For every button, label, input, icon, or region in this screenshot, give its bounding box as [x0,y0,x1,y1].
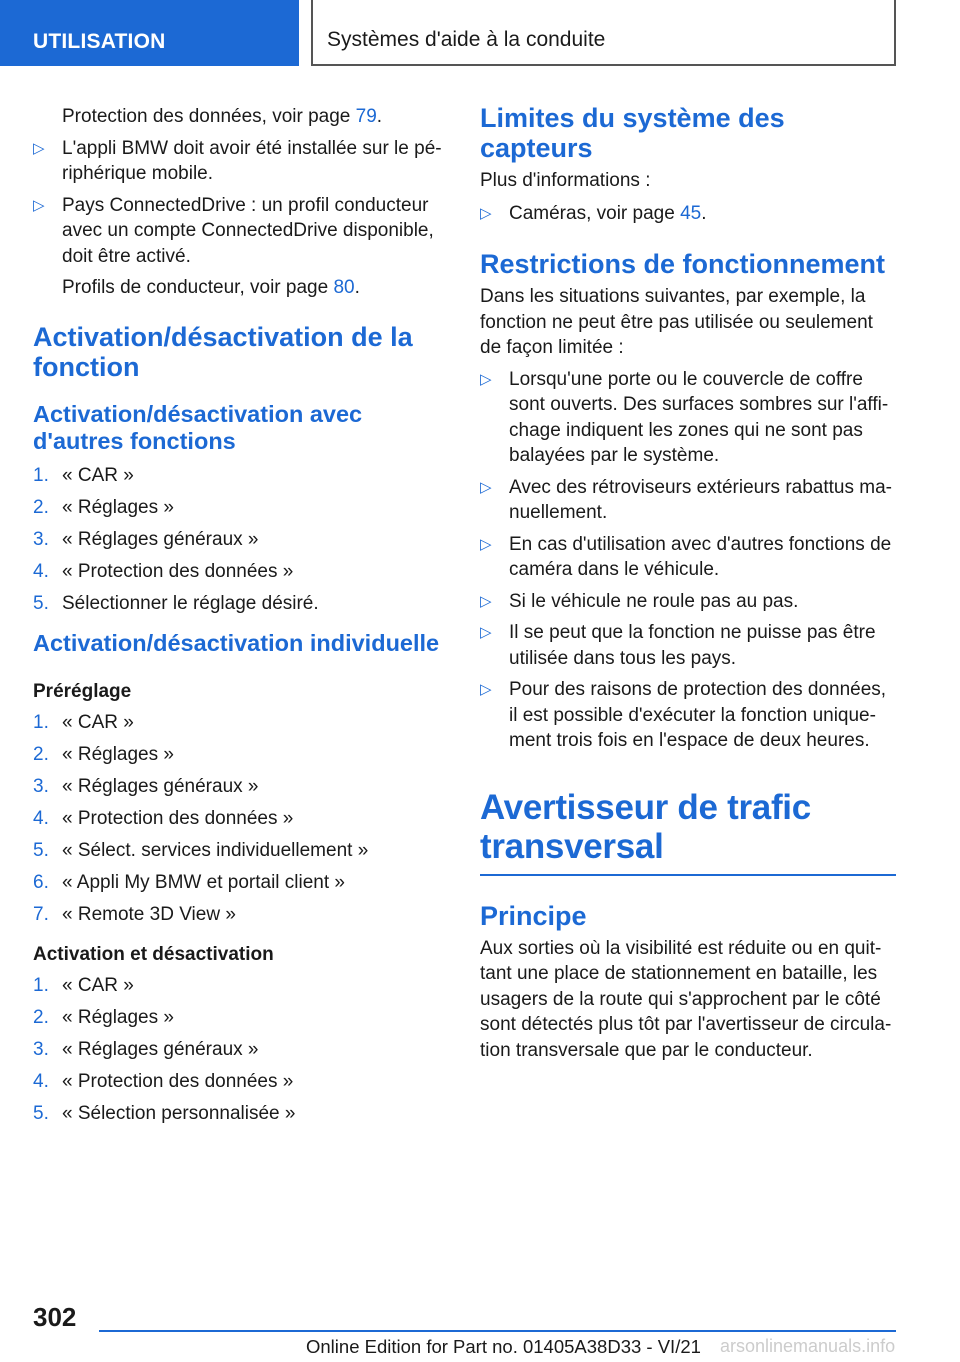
bullet-text: L'appli BMW doit avoir été installée sur le pé- riphérique mobile. [62,137,442,184]
list-item: ▷ Lorsqu'une porte ou le couvercle de coffre sont ouverts. Des surfaces sombres sur l'affi- chage indiquent les zones qui ne sont pas balayées par le système. [480,368,889,466]
watermark: arsonlinemanuals.info [720,1336,896,1356]
list-item: 3. « Réglages généraux » [33,528,259,550]
triangle-right-icon: ▷ [480,370,492,388]
heading-activation-other: Activation/désactivation avec d'autres fonctions [33,400,363,454]
more-info-text: Plus d'informations : [480,170,651,191]
subheading-activation: Activation et désactivation [33,943,274,965]
list-item: 2. « Réglages » [33,1006,174,1028]
list-item: 4. « Protection des données » [33,560,294,582]
triangle-right-icon: ▷ [480,624,492,641]
chapter-title: UTILISATION [33,30,166,53]
camera-ref-text: Caméras, voir page [509,202,681,224]
list-item: 1. « CAR » [33,974,134,996]
triangle-right-icon: ▷ [480,592,492,610]
privacy-reference: Protection des données, voir page 79. [62,106,383,127]
list-item [33,193,448,270]
list-item: 5. « Sélection personnalisée » [33,1102,296,1124]
page-link-79[interactable]: 79 [355,106,377,127]
left-column [33,100,448,1133]
triangle-right-icon: ▷ [33,196,45,214]
subheading-preset: Préréglage [33,681,132,702]
principle-text: Aux sorties où la visibilité est réduite ou en quit- tant une place de stationnement en bataille, les usagers de la route qui s'approchent par le côté sont détectés plus tôt par l'avertisseur de circula- tion transversale que par le conducteur. [480,937,892,1061]
steps-list-b2 [33,973,448,1127]
restrictions-list [480,367,896,754]
triangle-right-icon: ▷ [480,535,492,553]
right-column [480,100,896,1063]
list-item: ▷ Il se peut que la fonction ne puisse pas être utilisée dans tous les pays. [480,622,876,669]
heading-cross-traffic: Avertisseur de trafic transversal [480,787,811,866]
steps-list-b1 [33,710,448,928]
heading-restrictions: Restrictions de fonctionnement [480,249,886,279]
heading-activation: Activation/désactivation de la fonction [33,321,413,382]
bullet-text: Pays ConnectedDrive : un profil conducteur avec un compte ConnectedDrive disponible, doit être activé. [62,194,434,267]
list-item: 1. « CAR » [33,464,134,486]
list-item: ▷ Pour des raisons de protection des données, il est possible d'exécuter la fonction unique- ment trois fois en l'espace de deux heures. [480,679,887,751]
footer-rule [99,1330,896,1332]
heading-principle: Principe [480,900,587,931]
list-item: 5. Sélectionner le réglage désiré. [33,592,319,614]
edition-text: Online Edition for Part no. 01405A38D33 - VI/21 [306,1336,701,1357]
triangle-right-icon: ▷ [33,139,45,157]
list-item: 4. « Protection des données » [33,1070,294,1092]
profiles-ref-text: Profils de conducteur, voir page [62,277,334,298]
list-item: 5. « Sélect. services individuellement » [33,840,369,861]
section-tab[interactable] [311,0,896,66]
list-item: 1. « CAR » [33,712,134,733]
list-item: 3. « Réglages généraux » [33,1038,259,1060]
list-item: 2. « Réglages » [33,496,174,518]
triangle-right-icon: ▷ [480,681,492,698]
page-number: 302 [33,1302,77,1332]
heading-sensor-limits: Limites du système des capteurs [480,103,785,163]
profiles-reference: Profils de conducteur, voir page 80. [62,277,360,298]
section-title: Systèmes d'aide à la conduite [327,28,606,51]
triangle-right-icon: ▷ [480,204,492,222]
list-item: ▷ Si le véhicule ne roule pas au pas. [480,589,896,615]
heading-rule [480,874,896,876]
list-item: ▷ Caméras, voir page 45. [480,201,896,227]
list-item: 4. « Protection des données » [33,808,294,829]
list-item: ▷ En cas d'utilisation avec d'autres fonctions de caméra dans le véhicule. [480,533,892,580]
heading-activation-individual: Activation/désactivation individuelle [33,630,440,656]
page-link-80[interactable]: 80 [333,277,355,298]
page-link-45[interactable]: 45 [680,202,702,224]
list-item: 3. « Réglages généraux » [33,776,259,797]
restrictions-intro: Dans les situations suivantes, par exemple, la fonction ne peut être pas utilisée ou seulement de façon limitée : [480,286,873,358]
privacy-ref-text: Protection des données, voir page [62,106,356,127]
list-item: 6. « Appli My BMW et portail client » [33,872,345,893]
triangle-right-icon: ▷ [480,478,492,496]
list-item: 7. « Remote 3D View » [33,904,236,925]
steps-list-a [33,463,448,617]
list-item [33,136,448,187]
chapter-tab[interactable] [0,0,299,66]
list-item: 2. « Réglages » [33,744,174,765]
list-item: ▷ Avec des rétroviseurs extérieurs rabattus ma- nuellement. [480,476,892,523]
page-header [0,0,960,66]
